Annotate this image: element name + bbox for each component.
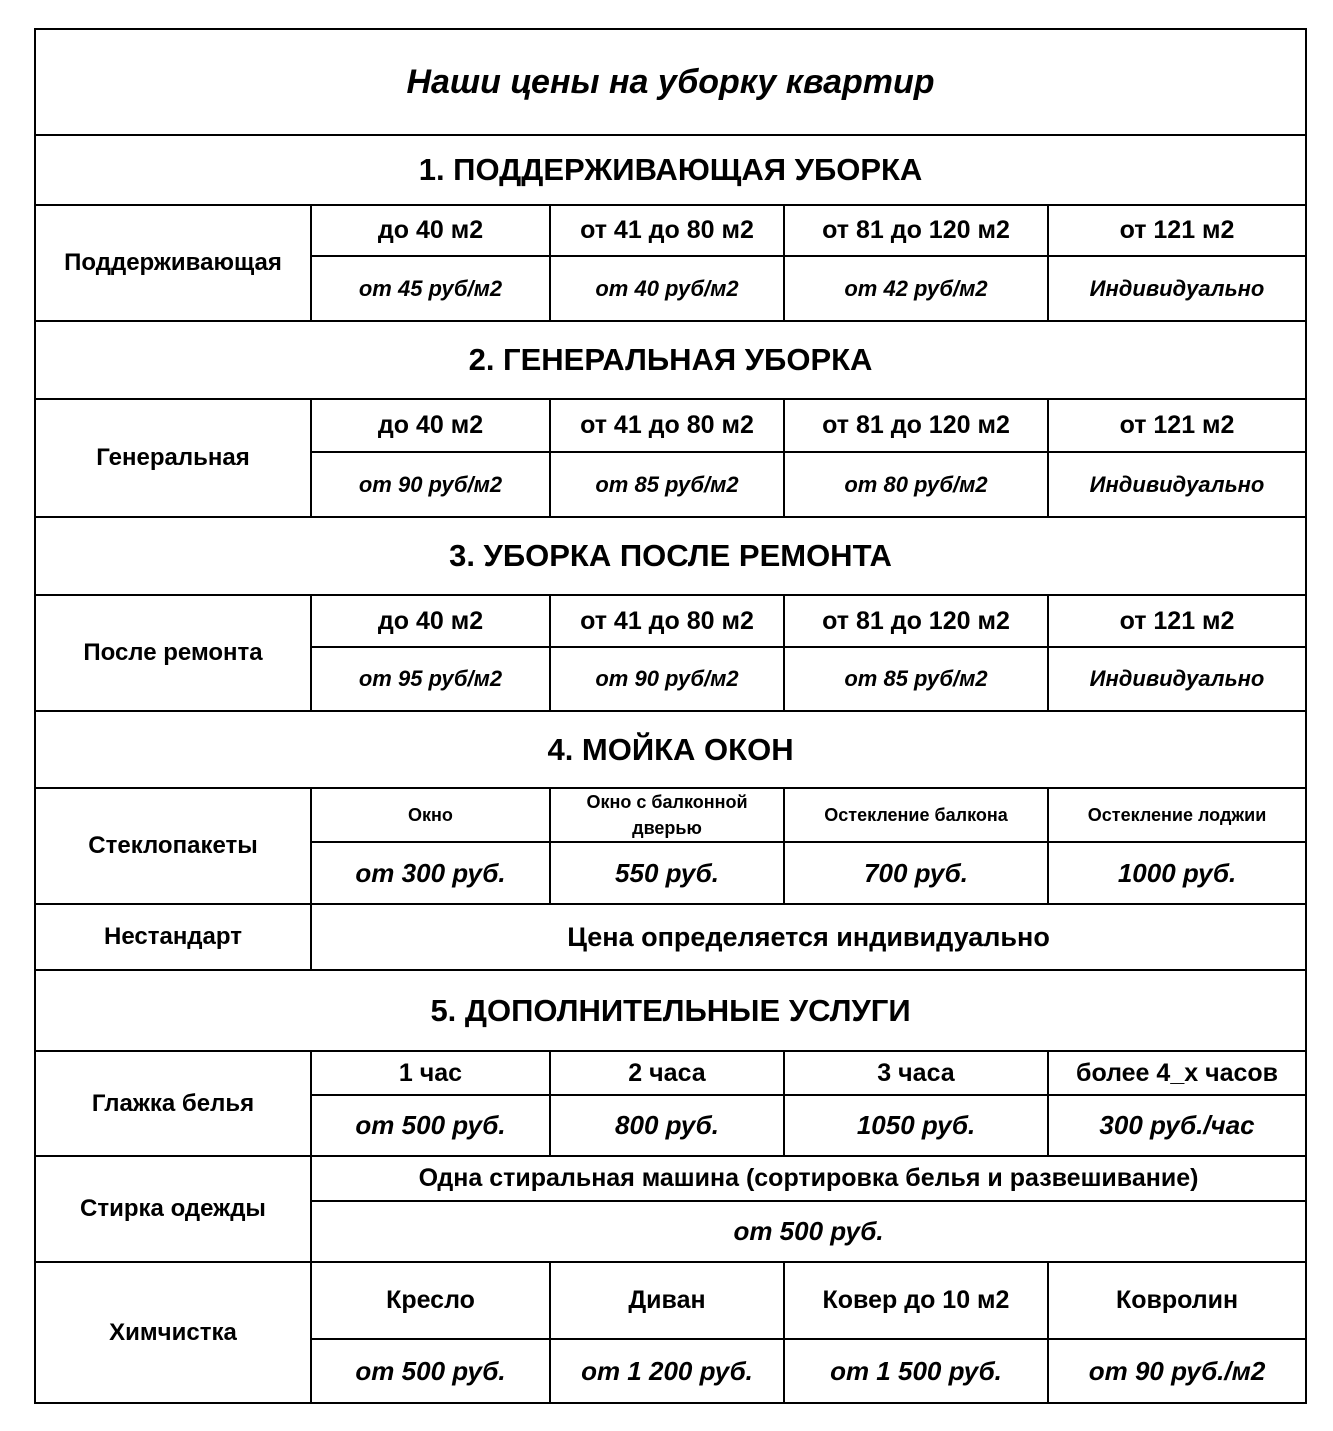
hours-cell: более 4_х часов	[1048, 1051, 1306, 1095]
size-cell: от 81 до 120 м2	[784, 595, 1048, 647]
row-label-washing: Стирка одежды	[35, 1156, 311, 1262]
section-heading-renovation: 3. УБОРКА ПОСЛЕ РЕМОНТА	[35, 517, 1306, 595]
price-table	[34, 28, 1307, 1404]
price-cell: 800 руб.	[550, 1095, 784, 1156]
price-cell: от 500 руб.	[311, 1339, 550, 1403]
price-cell: от 300 руб.	[311, 842, 550, 904]
price-cell: от 500 руб.	[311, 1095, 550, 1156]
price-cell: Индивидуально	[1048, 256, 1306, 321]
row-label-renovation: После ремонта	[35, 595, 311, 711]
price-cell: от 1 200 руб.	[550, 1339, 784, 1403]
hours-cell: 3 часа	[784, 1051, 1048, 1095]
item-cell: Ковролин	[1048, 1262, 1306, 1339]
size-cell: от 81 до 120 м2	[784, 205, 1048, 256]
price-cell: от 90 руб/м2	[311, 452, 550, 517]
price-cell: от 40 руб/м2	[550, 256, 784, 321]
window-type-cell: Остекление лоджии	[1048, 788, 1306, 842]
washing-description: Одна стиральная машина (сортировка белья и развешивание)	[311, 1156, 1306, 1201]
size-cell: до 40 м2	[311, 205, 550, 256]
row-label-support: Поддерживающая	[35, 205, 311, 321]
price-cell: от 80 руб/м2	[784, 452, 1048, 517]
price-cell: от 95 руб/м2	[311, 647, 550, 711]
price-cell: от 85 руб/м2	[784, 647, 1048, 711]
size-cell: от 41 до 80 м2	[550, 205, 784, 256]
row-label-nonstandard: Нестандарт	[35, 904, 311, 970]
washing-price: от 500 руб.	[311, 1201, 1306, 1262]
price-cell: 1050 руб.	[784, 1095, 1048, 1156]
price-cell: Индивидуально	[1048, 452, 1306, 517]
window-type-cell: Окно	[311, 788, 550, 842]
size-cell: до 40 м2	[311, 595, 550, 647]
price-cell: от 90 руб./м2	[1048, 1339, 1306, 1403]
window-type-cell: Остекление балкона	[784, 788, 1048, 842]
price-cell: от 42 руб/м2	[784, 256, 1048, 321]
hours-cell: 1 час	[311, 1051, 550, 1095]
price-cell: от 85 руб/м2	[550, 452, 784, 517]
section-heading-extra: 5. ДОПОЛНИТЕЛЬНЫЕ УСЛУГИ	[35, 970, 1306, 1051]
price-cell: от 90 руб/м2	[550, 647, 784, 711]
section-heading-support: 1. ПОДДЕРЖИВАЮЩАЯ УБОРКА	[35, 135, 1306, 205]
price-cell: Индивидуально	[1048, 647, 1306, 711]
section-heading-windows: 4. МОЙКА ОКОН	[35, 711, 1306, 788]
row-label-glass: Стеклопакеты	[35, 788, 311, 904]
price-cell: 300 руб./час	[1048, 1095, 1306, 1156]
size-cell: от 81 до 120 м2	[784, 399, 1048, 452]
page-title: Наши цены на уборку квартир	[35, 29, 1306, 135]
item-cell: Кресло	[311, 1262, 550, 1339]
row-label-drycleaning: Химчистка	[35, 1262, 311, 1403]
price-cell: 700 руб.	[784, 842, 1048, 904]
row-label-ironing: Глажка белья	[35, 1051, 311, 1156]
nonstandard-price: Цена определяется индивидуально	[311, 904, 1306, 970]
size-cell: от 121 м2	[1048, 205, 1306, 256]
hours-cell: 2 часа	[550, 1051, 784, 1095]
size-cell: от 121 м2	[1048, 399, 1306, 452]
size-cell: от 41 до 80 м2	[550, 399, 784, 452]
size-cell: от 41 до 80 м2	[550, 595, 784, 647]
price-cell: от 1 500 руб.	[784, 1339, 1048, 1403]
item-cell: Ковер до 10 м2	[784, 1262, 1048, 1339]
row-label-general: Генеральная	[35, 399, 311, 517]
size-cell: от 121 м2	[1048, 595, 1306, 647]
size-cell: до 40 м2	[311, 399, 550, 452]
price-cell: 1000 руб.	[1048, 842, 1306, 904]
item-cell: Диван	[550, 1262, 784, 1339]
price-cell: 550 руб.	[550, 842, 784, 904]
price-cell: от 45 руб/м2	[311, 256, 550, 321]
window-type-cell: Окно с балконной дверью	[550, 788, 784, 842]
section-heading-general: 2. ГЕНЕРАЛЬНАЯ УБОРКА	[35, 321, 1306, 399]
